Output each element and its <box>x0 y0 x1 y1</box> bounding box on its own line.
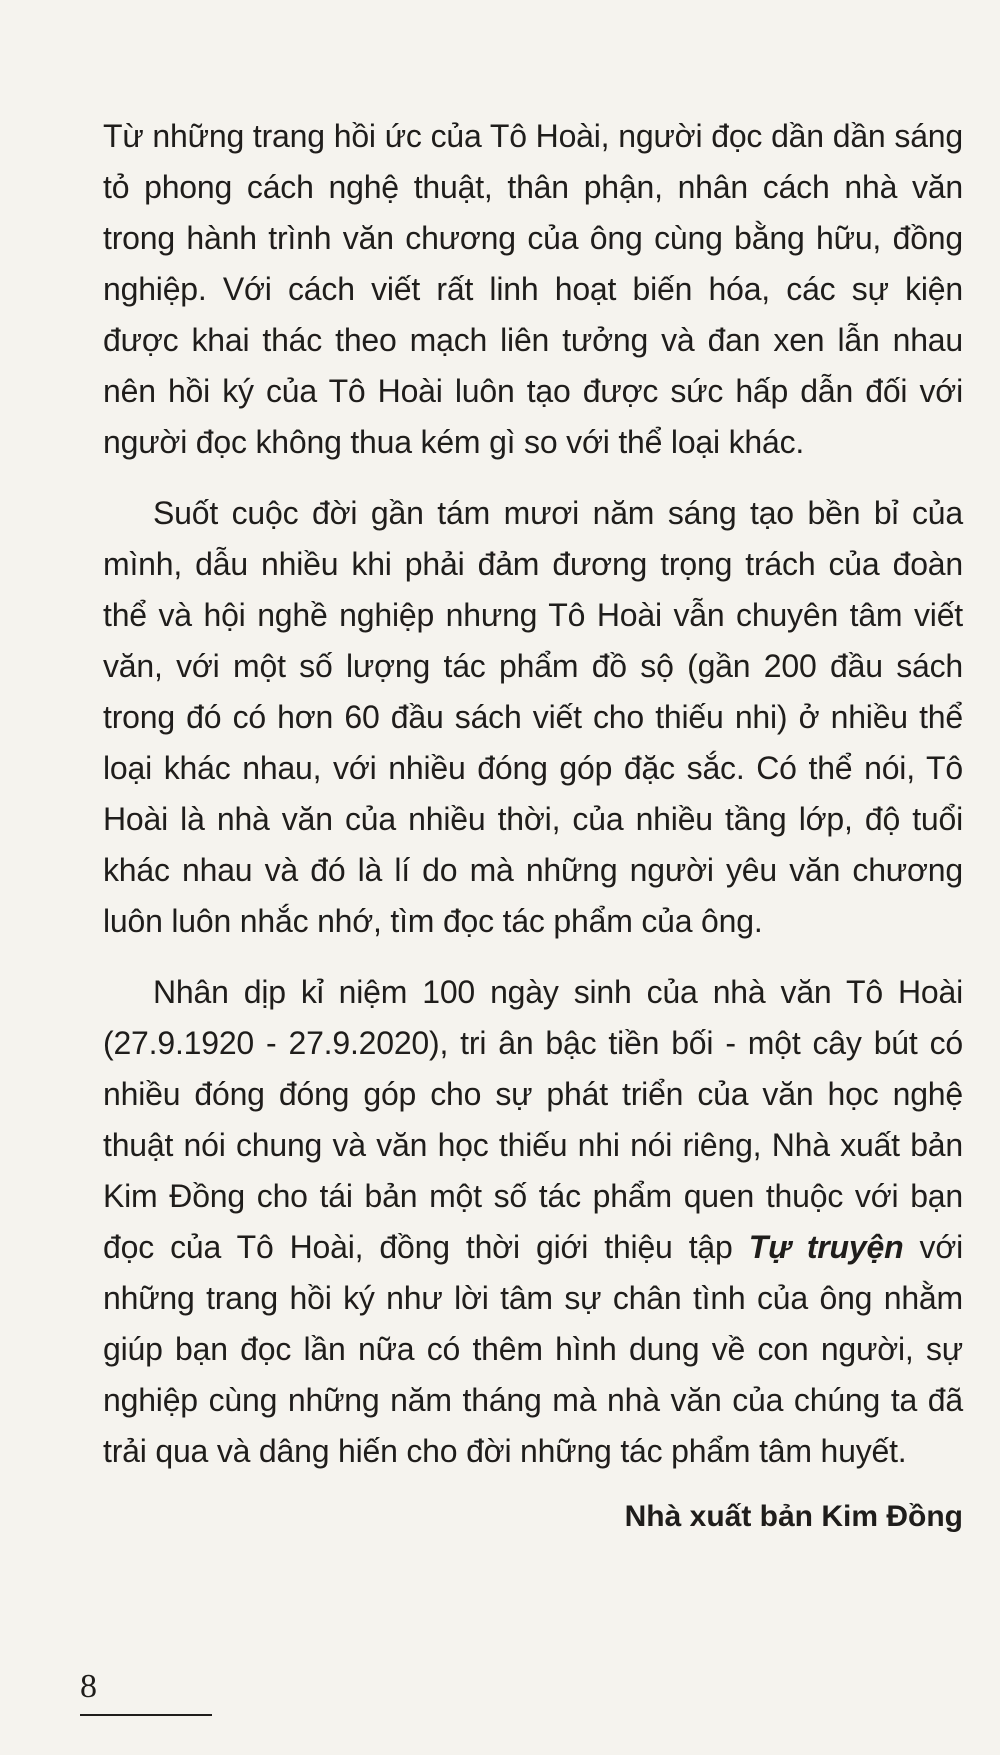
paragraph-3-text-end: với những trang hồi ký như lời tâm sự chân tình của ông nhằm giúp bạn đọc lần nữa có thêm hình dung về con người, sự nghiệp cùng những năm tháng mà nhà văn của chúng ta đã trải qua và dâng hiến cho đời những tác phẩm tâm huyết. <box>103 1229 964 1469</box>
book-title: Tự truyện <box>748 1229 904 1265</box>
paragraph-3-text-start: Nhân dịp kỉ niệm 100 ngày sinh của nhà văn Tô Hoài (27.9.1920 - 27.9.2020), tri ân bậc tiền bối - một cây bút có nhiều đóng đóng góp cho sự phát triển của văn học nghệ thuật nói chung và văn học thiếu nhi nói riêng, Nhà xuất bản Kim Đồng cho tái bản một số tác phẩm quen thuộc với bạn đọc của Tô Hoài, đồng thời giới thiệu tập <box>103 974 963 1265</box>
paragraph-3 <box>103 967 963 1477</box>
page-number: 8 <box>80 1668 97 1705</box>
publisher-signature: Nhà xuất bản Kim Đồng <box>624 1500 963 1533</box>
paragraph-2: Suốt cuộc đời gần tám mươi năm sáng tạo bền bỉ của mình, dẫu nhiều khi phải đảm đương trọng trách của đoàn thể và hội nghề nghiệp nhưng Tô Hoài vẫn chuyên tâm viết văn, với một số lượng tác phẩm đồ sộ (gần 200 đầu sách trong đó có hơn 60 đầu sách viết cho thiếu nhi) ở nhiều thể loại khác nhau, với nhiều đóng góp đặc sắc. Có thể nói, Tô Hoài là nhà văn của nhiều thời, của nhiều tầng lớp, độ tuổi khác nhau và đó là lí do mà những người yêu văn chương luôn luôn nhắc nhớ, tìm đọc tác phẩm của ông. <box>103 495 963 939</box>
page-content <box>103 111 963 1537</box>
footer-rule <box>80 1714 212 1716</box>
paragraph-1: Từ những trang hồi ức của Tô Hoài, người đọc dần dần sáng tỏ phong cách nghệ thuật, thân phận, nhân cách nhà văn trong hành trình văn chương của ông cùng bằng hữu, đồng nghiệp. Với cách viết rất linh hoạt biến hóa, các sự kiện được khai thác theo mạch liên tưởng và đan xen lẫn nhau nên hồi ký của Tô Hoài luôn tạo được sức hấp dẫn đối với người đọc không thua kém gì so với thể loại khác. <box>103 118 963 460</box>
